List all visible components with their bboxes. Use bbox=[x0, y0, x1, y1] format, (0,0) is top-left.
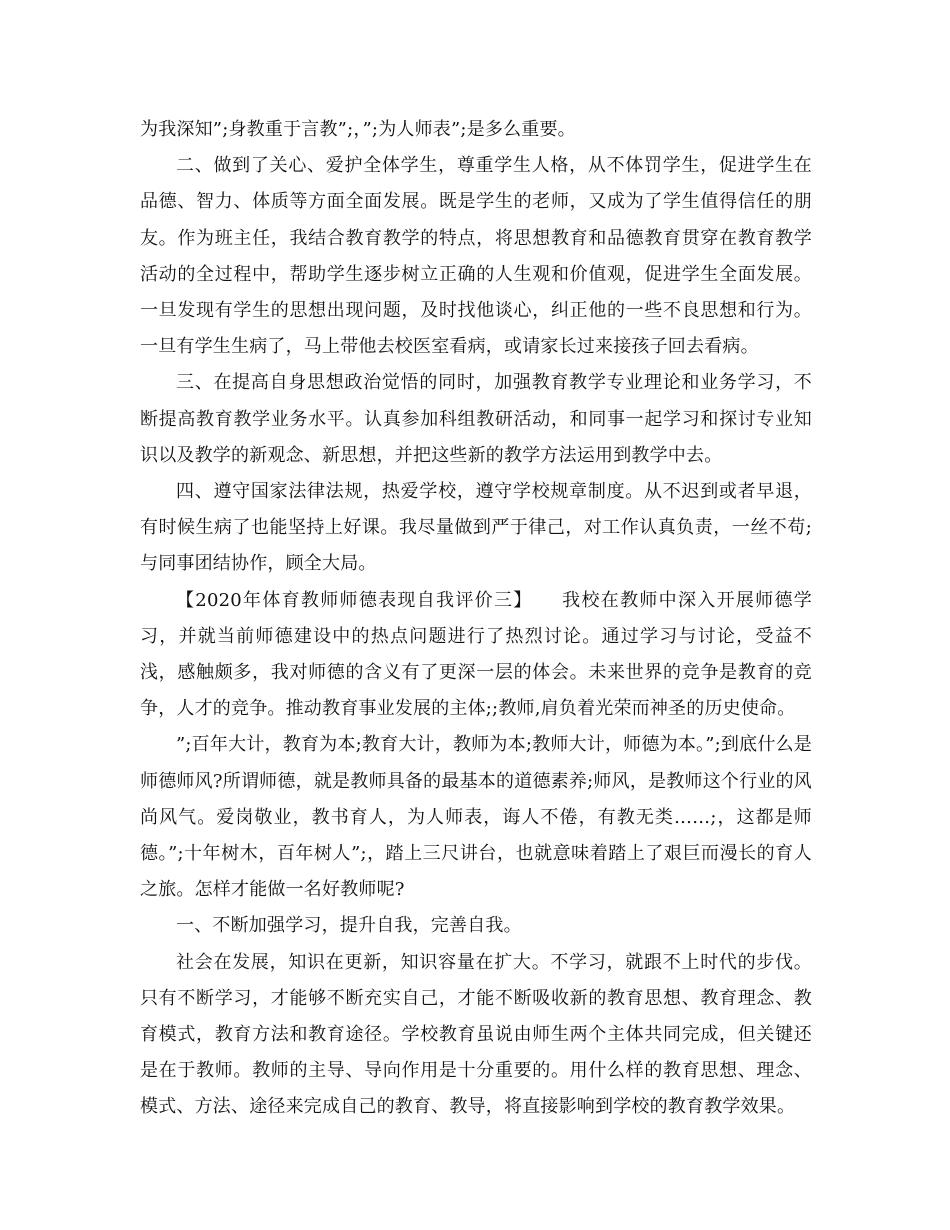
paragraph-7: 一、不断加强学习，提升自我，完善自我。 bbox=[176, 915, 522, 937]
paragraph-4: 四、遵守国家法律法规，热爱学校，遵守学校规章制度。从不迟到或者早退，有时候生病了也能坚持上好课。我尽量做到严于律己，对工作认真负责，一丝不苟;与同事团结协作，顾全大局。 bbox=[140, 481, 812, 575]
paragraph-3: 三、在提高自身思想政治觉悟的同时，加强教育教学专业理论和业务学习，不断提高教育教学业务水平。认真参加科组教研活动，和同事一起学习和探讨专业知识以及教学的新观念、新思想，并把这些新的教学方法运用到教学中去。 bbox=[140, 372, 812, 466]
paragraph-6: ”;百年大计，教育为本;教育大计，教师为本;教师大计，师德为本。”;到底什么是师德师风?所谓师德，就是教师具备的最基本的道德素养;师风，是教师这个行业的风尚风气。爱岗敬业，教书育人，为人师表，诲人不倦，有教无类……;，这都是师德。”;十年树木，百年树人”;，踏上三尺讲台，也就意味着踏上了艰巨而漫长的育人之旅。怎样才能做一名好教师呢? bbox=[140, 734, 812, 901]
document-body bbox=[140, 112, 812, 1126]
paragraph-5: 【2020年体育教师师德表现自我评价三】 我校在教师中深入开展师德学习，并就当前师德建设中的热点问题进行了热烈讨论。通过学习与讨论，受益不浅，感触颇多，我对师德的含义有了更深一层的体会。未来世界的竞争是教育的竞争，人才的竞争。推动教育事业发展的主体;;教师,肩负着光荣而神圣的历史使命。 bbox=[140, 589, 812, 720]
paragraph-1: 为我深知”;身教重于言教”;，”;为人师表”;是多么重要。 bbox=[140, 119, 576, 140]
paragraph-2: 二、做到了关心、爱护全体学生，尊重学生人格，从不体罚学生，促进学生在品德、智力、体质等方面全面发展。既是学生的老师，又成为了学生值得信任的朋友。作为班主任，我结合教育教学的特点，将思想教育和品德教育贯穿在教育教学活动的全过程中，帮助学生逐步树立正确的人生观和价值观，促进学生全面发展。一旦发现有学生的思想出现问题，及时找他谈心，纠正他的一些不良思想和行为。一旦有学生生病了，马上带他去校医室看病，或请家长过来接孩子回去看病。 bbox=[140, 155, 812, 358]
paragraph-8: 社会在发展，知识在更新，知识容量在扩大。不学习，就跟不上时代的步伐。只有不断学习，才能够不断充实自己，才能不断吸收新的教育思想、教育理念、教育模式，教育方法和教育途径。学校教育虽说由师生两个主体共同完成，但关键还是在于教师。教师的主导、导向作用是十分重要的。用什么样的教育思想、理念、模式、方法、途径来完成自己的教育、教导，将直接影响到学校的教育教学效果。 bbox=[140, 951, 812, 1118]
